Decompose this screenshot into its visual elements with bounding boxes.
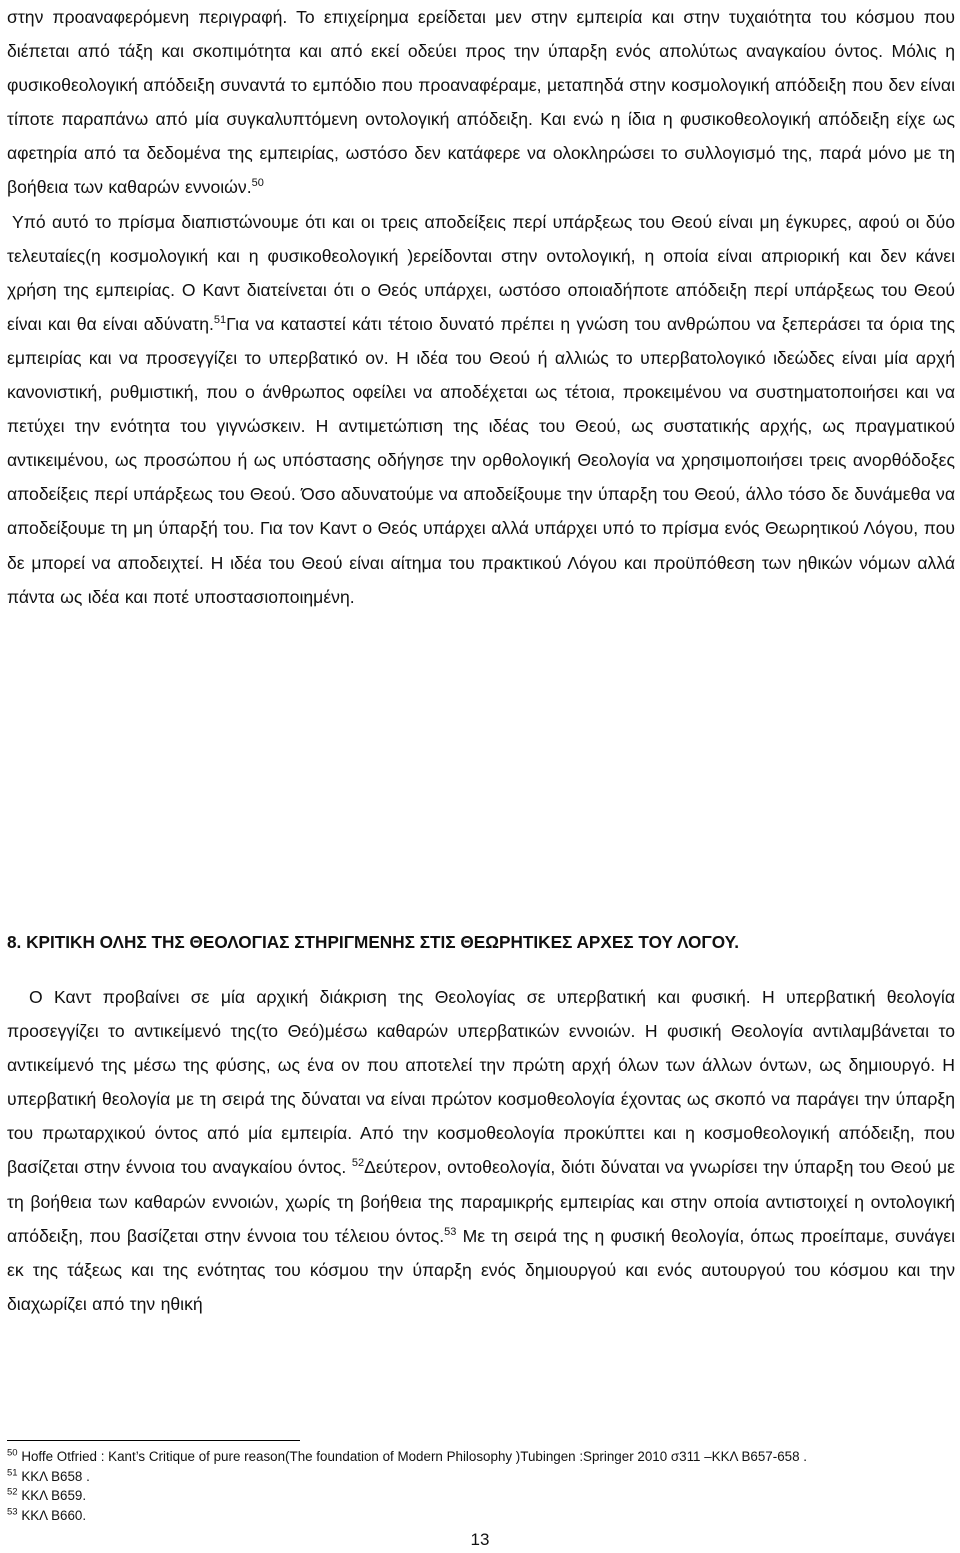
footnotes	[7, 1447, 955, 1525]
paragraph-3-text-a: Ο Καντ προβαίνει σε μία αρχική διάκριση της Θεολογίας σε υπερβατική και φυσική. Η υπερβατική θεολογία προσεγγίζει το αντικείμενό της(το Θεό)μέσω καθαρών υπερβατικών εννοιών. Η φυσική Θεολογία αντιλαμβάνεται το αντικείμενό της μέσω της φύσης, ως ένα ον που αποτελεί την πρώτη αρχή όλων των άλλων όντων, ως δημιουργό. Η υπερβατική θεολογία με τη σειρά της δύναται να είναι πρώτον κοσμοθεολογία έχοντας ως σκοπό να παράγει την ύπαρξη του πρωταρχικού όντος από μία εμπειρία. Από την κοσμοθεολογία προκύπτει και η κοσμοθεολογική απόδειξη, που βασίζεται στην έννοια του αναγκαίου όντος.	[7, 987, 955, 1178]
footnote-number: 51	[7, 1467, 18, 1479]
footnote-51	[7, 1467, 955, 1487]
body-text-upper	[7, 0, 955, 614]
footnote-ref-50: 50	[251, 177, 264, 190]
footnote-53	[7, 1506, 955, 1526]
paragraph-2	[7, 205, 955, 614]
footnote-text: ΚΚΛ Β659.	[21, 1488, 87, 1503]
footnote-text: ΚΚΛ Β658 .	[21, 1468, 90, 1484]
footnote-divider	[7, 1440, 300, 1441]
paragraph-1	[7, 0, 955, 205]
page-number: 13	[470, 1530, 490, 1549]
paragraph-2-text-b: Για να καταστεί κάτι τέτοιο δυνατό πρέπει η γνώση του ανθρώπου να ξεπεράσει τα όρια της εμπειρίας και να προσεγγίζει το υπερβατικό ον. Η ιδέα του Θεού ή αλλιώς το υπερβατολογικό ιδεώδες είναι μία αρχή κανονιστική, ρυθμιστική, που ο άνθρωπος οφείλει να αποδέχεται ως τέτοια, προκειμένου να συστηματοποιήσει και να πετύχει την ενότητα του γιγνώσκειν. Η αντιμετώπιση της ιδέας του Θεού, ως συστατικής αρχής, ως πραγματικού αντικειμένου, ως προσώπου ή ως υπόστασης οδήγησε την ορθολογική Θεολογία να χρησιμοποιήσει τρεις ανορθόδοξες αποδείξεις περί υπάρξεως του Θεού. Όσο αδυνατούμε να αποδείξουμε την ύπαρξη του Θεού, άλλο τόσο δε δυνάμεθα να αποδείξουμε τη μη ύπαρξή του. Για τον Καντ ο Θεός υπάρχει αλλά υπάρχει υπό το πρίσμα ενός Θεωρητικού Λόγου, που δε μπορεί να αποδειχτεί. Η ιδέα του Θεού είναι αίτημα του πρακτικού Λόγου και προϋπόθεση των ηθικών νόμων αλλά πάντα ως ιδέα και ποτέ υποστασιοποιημένη.	[7, 313, 955, 607]
footnote-text: Hoffe Otfried : Kant’s Critique of pure reason(The foundation of Modern Philosophy )Tubingen :Springer 2010 σ311 –ΚΚΛ Β657-658 .	[21, 1449, 807, 1464]
paragraph-3-text-b: Δεύτερον, οντοθεολογία, διότι δύναται να γνωρίσει την ύπαρξη του Θεού με τη βοήθεια των καθαρών εννοιών, χωρίς τη βοήθεια της παραμικρής εμπειρίας και στην οποία αντιστοιχεί η οντολογική απόδειξη, που βασίζεται στην έννοια του τέλειου όντος.	[7, 1157, 956, 1246]
section-heading: 8. ΚΡΙΤΙΚΗ ΟΛΗΣ ΤΗΣ ΘΕΟΛΟΓΙΑΣ ΣΤΗΡΙΓΜΕΝΗΣ ΣΤΙΣ ΘΕΩΡΗΤΙΚΕΣ ΑΡΧΕΣ ΤΟΥ ΛΟΓΟΥ.	[7, 932, 739, 952]
footnote-ref-52: 52	[351, 1157, 365, 1170]
footnote-ref-53: 53	[444, 1225, 457, 1238]
footnote-52	[7, 1486, 955, 1506]
footnote-50	[7, 1447, 955, 1467]
paragraph-3-text-c: Με τη σειρά της η φυσική θεολογία, όπως προείπαμε, συνάγει εκ της τάξεως και της ενότητας του κόσμου την ύπαρξη ενός δημιουργού και ενός αυτουργού του κόσμου και την διαχωρίζει από την ηθική	[7, 1225, 955, 1314]
footnote-number: 53	[7, 1506, 18, 1518]
paragraph-2-text-a: Υπό αυτό το πρίσμα διαπιστώνουμε ότι και οι τρεις αποδείξεις περί υπάρξεως του Θεού είναι μη έγκυρες, αφού οι δύο τελευταίες(η κοσμολογική και η φυσικοθεολογική )ερείδονται στην οντολογική, η οποία είναι απριορική και δεν κάνει χρήση της εμπειρίας. Ο Καντ διατείνεται ότι ο Θεός υπάρχει, ωστόσο οποιαδήποτε απόδειξη περί υπάρξεως του Θεού είναι και θα είναι αδύνατη.	[7, 211, 955, 334]
footnote-number: 52	[7, 1486, 18, 1498]
paragraph-3	[7, 980, 955, 1321]
footnote-number: 50	[7, 1447, 18, 1459]
paragraph-1-text: στην προαναφερόμενη περιγραφή. Το επιχείρημα ερείδεται μεν στην εμπειρία και στην τυχαιότητα του κόσμου που διέπεται από τάξη και σκοπιμότητα και από εκεί οδεύει προς την ύπαρξη ενός απολύτως αναγκαίου όντος. Μόλις η φυσικοθεολογική απόδειξη συναντά το εμπόδιο που προαναφέραμε, μεταπηδά στην κοσμολογική απόδειξη που δεν είναι τίποτε παραπάνω από μία συγκαλυπτόμενη οντολογική απόδειξη. Και ενώ η ίδια η φυσικοθεολογική απόδειξη είχε ως αφετηρία από τα δεδομένα της εμπειρίας, ωστόσο δεν κατάφερε να ολοκληρώσει το συλλογισμό της, παρά μόνο με τη βοήθεια των καθαρών εννοιών.	[7, 7, 955, 198]
footnote-text: ΚΚΛ Β660.	[21, 1507, 87, 1523]
body-text-lower	[7, 980, 955, 1321]
footnote-ref-51: 51	[213, 313, 227, 326]
